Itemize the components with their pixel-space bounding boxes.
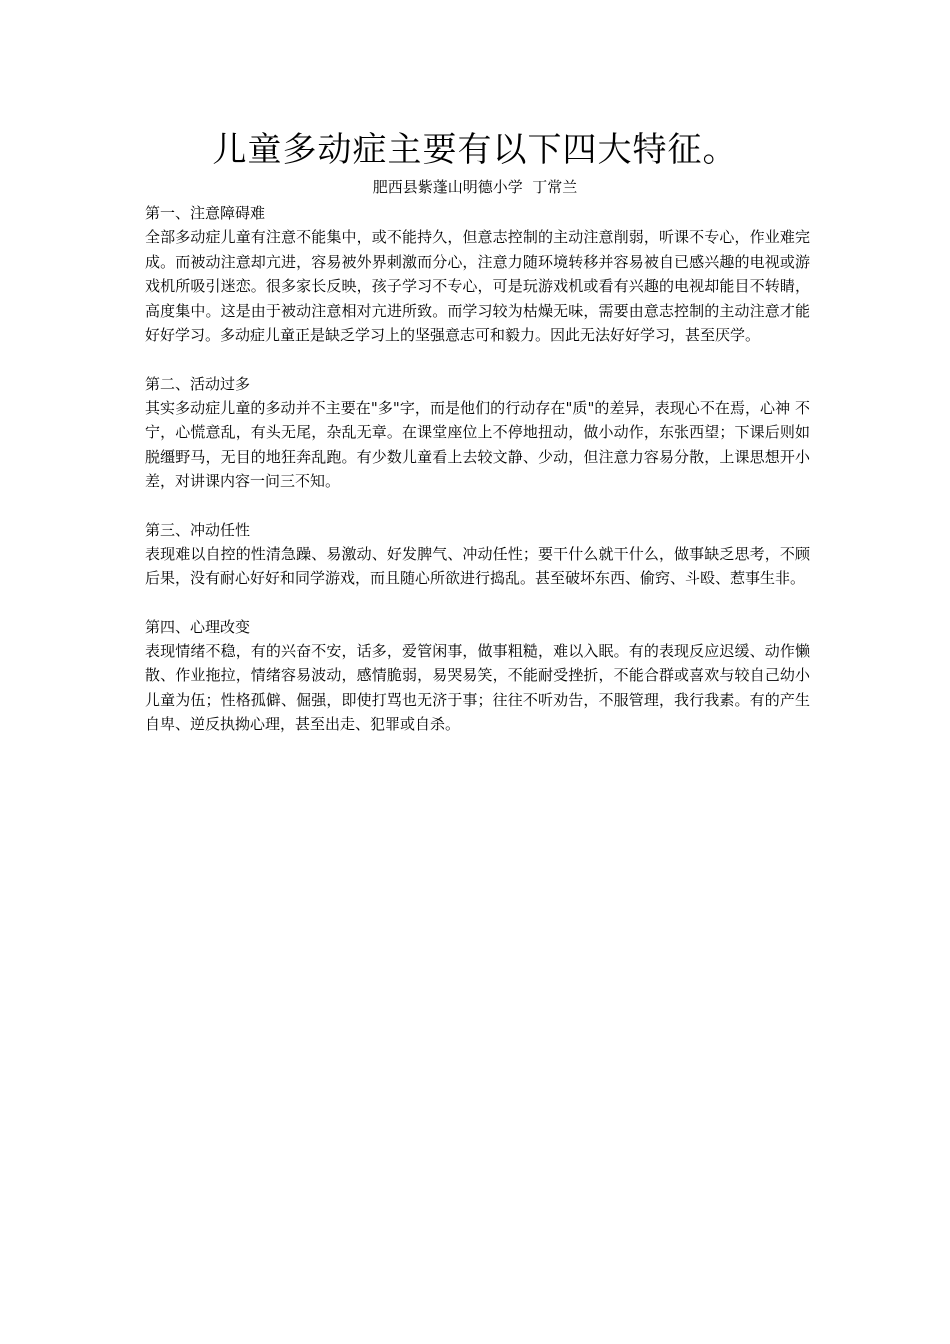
section-paragraph: 全部多动症儿童有注意不能集中，或不能持久，但意志控制的主动注意削弱，听课不专心，作业难完成。而被动注意却亢进，容易被外界刺激而分心，注意力随环境转移并容易被自已感兴趣的电视或游戏机所吸引迷恋。很多家长反映，孩子学习不专心，可是玩游戏机或看有兴趣的电视却能目不转睛，高度集中。这是由于被动注意相对亢进所致。而学习较为枯燥无味，需要由意志控制的主动注意才能好好学习。多动症儿童正是缺乏学习上的坚强意志可和毅力。因此无法好好学习，甚至厌学。: [145, 228, 810, 344]
section-paragraph: 表现难以自控的性清急躁、易激动、好发脾气、冲动任性；要干什么就干什么，做事缺乏思考，不顾后果，没有耐心好好和同学游戏，而且随心所欲进行捣乱。甚至破坏东西、偷窍、斗殴、惹事生非。: [145, 544, 810, 587]
section-heading: 第二、活动过多: [145, 374, 251, 393]
section-paragraph: 其实多动症儿童的多动并不主要在"多"字，而是他们的行动存在"质"的差异，表现心不在焉，心神 不宁，心慌意乱，有头无尾，杂乱无章。在课堂座位上不停地扭动，做小动作，东张西望；下课后则如脱缰野马，无目的地狂奔乱跑。有少数儿童看上去较文静、少动，但注意力容易分散，上课思想开小差，对讲课内容一问三不知。: [145, 398, 810, 490]
section-spacer: [145, 591, 810, 615]
section-heading: 第三、冲动任性: [145, 520, 251, 539]
section-heading: 第一、注意障碍难: [145, 204, 266, 222]
section-paragraph: 表现情绪不稳，有的兴奋不安，话多，爱管闲事，做事粗糙，难以入眠。有的表现反应迟缓、动作懒散、作业拖拉，情绪容易波动，感情脆弱，易哭易笑，不能耐受挫折，不能合群或喜欢与较自己幼小儿童为伍；性格孤僻、倔强，即使打骂也无济于事；往往不听劝告，不服管理，我行我素。有的产生自卑、逆反执拗心理，甚至出走、犯罪或自杀。: [145, 641, 810, 733]
document-body: [145, 201, 810, 737]
section-heading: 第四、心理改变: [145, 617, 251, 636]
section-spacer: [145, 348, 810, 372]
document-title: 儿童多动症主要有以下四大特征。: [212, 130, 738, 170]
section-spacer: [145, 494, 810, 518]
document-author: 肥西县紫蓬山明德小学 丁常兰: [372, 178, 578, 196]
